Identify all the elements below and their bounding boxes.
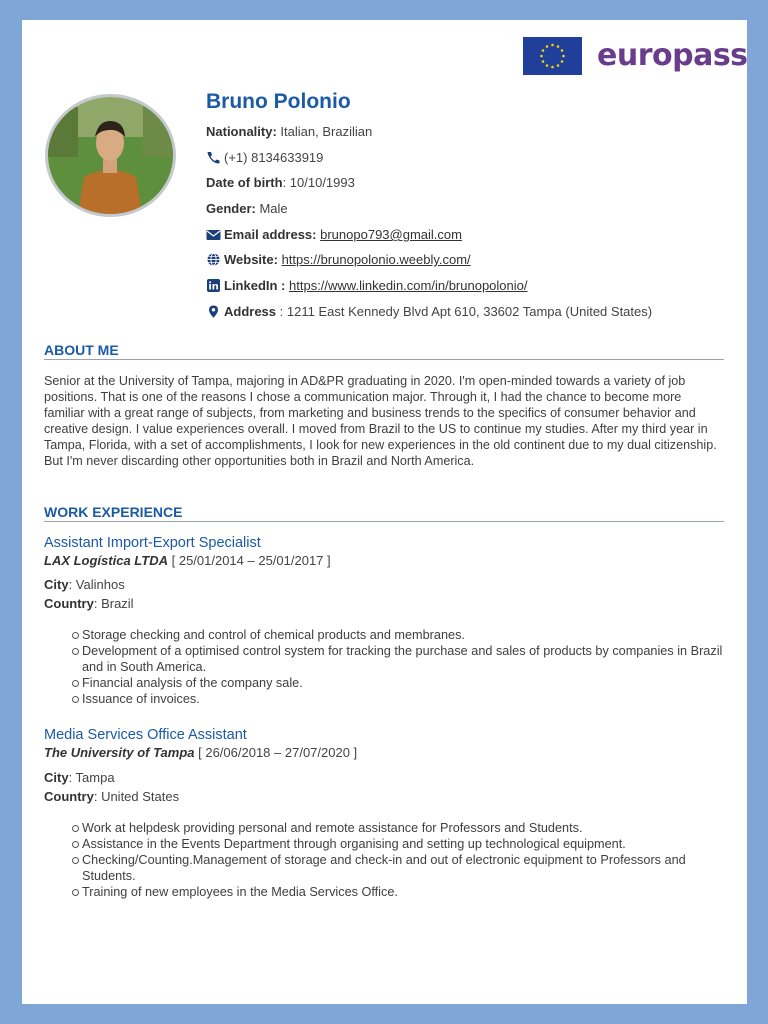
website-label: Website: [224, 252, 278, 267]
website-link[interactable]: https://brunopolonio.weebly.com/ [281, 252, 471, 267]
nationality-label: Nationality: [206, 124, 277, 139]
duty-item: Checking/Counting.Management of storage and check-in and out of electronic equipment to Professors and Students. [82, 852, 727, 884]
job-city [44, 577, 125, 592]
logo-text: europass [597, 38, 748, 73]
phone-icon [206, 151, 221, 164]
europass-logo [523, 36, 748, 76]
about-text: Senior at the University of Tampa, majoring in AD&PR graduating in 2020. I'm open-minded towards a variety of job positions. That is one of the reasons I chose a communication major. Through it, I had the chance to become more familiar with a great range of subjects, from marketing and business trends to the specifics of consumer behavior and creative design. I value experiences overall. I moved from Brazil to the US to continue my studies. After my third year in Tampa, Florida, with a set of accomplishments, I look for new experiences in the old continent due to my dual citizenship. But I'm never discarding other opportunities both in Brazil and North America. [44, 374, 717, 468]
city-value: : Tampa [68, 770, 115, 785]
job-org [44, 553, 331, 568]
duty-item: Financial analysis of the company sale. [82, 675, 727, 691]
duty-item: Development of a optimised control system for tracking the purchase and sales of products by companies in Brazil and in South America. [82, 643, 727, 675]
country-value: : Brazil [93, 596, 134, 611]
job-title: Media Services Office Assistant [44, 727, 247, 743]
nationality-value: Italian, Brazilian [280, 124, 373, 139]
duty-item: Work at helpdesk providing personal and remote assistance for Professors and Students. [82, 820, 727, 836]
envelope-icon [206, 228, 221, 241]
job-title: Assistant Import-Export Specialist [44, 535, 261, 551]
dob-value: : 10/10/1993 [282, 175, 355, 190]
job-country [44, 596, 134, 611]
job-dates: [ 26/06/2018 – 27/07/2020 ] [198, 745, 358, 760]
about-section-title: ABOUT ME [44, 342, 724, 360]
duty-item: Issuance of invoices. [82, 691, 727, 707]
country-label: Country [44, 789, 94, 804]
gender-row [206, 201, 288, 216]
eu-flag-icon [523, 37, 582, 75]
location-pin-icon [206, 305, 221, 318]
nationality-row [206, 124, 372, 139]
phone-row [206, 150, 323, 165]
email-row [206, 227, 462, 242]
dob-label: Date of birth [206, 175, 283, 190]
cv-page [22, 20, 747, 1004]
gender-value: Male [259, 201, 288, 216]
globe-icon [206, 253, 221, 266]
work-section-title: WORK EXPERIENCE [44, 504, 724, 522]
address-row [206, 304, 652, 319]
full-name: Bruno Polonio [206, 90, 351, 113]
duty-list [82, 627, 727, 707]
job-country [44, 789, 179, 804]
duty-item: Training of new employees in the Media Services Office. [82, 884, 727, 900]
linkedin-icon [206, 279, 221, 292]
email-label: Email address: [224, 227, 317, 242]
city-label: City [44, 770, 69, 785]
job-dates: [ 25/01/2014 – 25/01/2017 ] [171, 553, 331, 568]
country-value: : United States [93, 789, 180, 804]
duty-list [82, 820, 727, 900]
city-label: City [44, 577, 69, 592]
profile-photo [45, 94, 176, 217]
gender-label: Gender: [206, 201, 256, 216]
duty-item: Storage checking and control of chemical products and membranes. [82, 627, 727, 643]
phone-value: (+1) 8134633919 [224, 150, 324, 165]
job-city [44, 770, 115, 785]
address-value: : 1211 East Kennedy Blvd Apt 610, 33602 Tampa (United States) [279, 304, 653, 319]
website-row [206, 252, 471, 267]
linkedin-link[interactable]: https://www.linkedin.com/in/brunopolonio/ [289, 278, 528, 293]
duty-item: Assistance in the Events Department through organising and setting up technological equipment. [82, 836, 727, 852]
employer-name: LAX Logística LTDA [44, 553, 168, 568]
linkedin-row [206, 278, 527, 293]
country-label: Country [44, 596, 94, 611]
job-org [44, 745, 357, 760]
city-value: : Valinhos [68, 577, 125, 592]
email-link[interactable]: brunopo793@gmail.com [320, 227, 462, 242]
address-label: Address [224, 304, 277, 319]
employer-name: The University of Tampa [44, 745, 195, 760]
linkedin-label: LinkedIn : [224, 278, 286, 293]
dob-row [206, 175, 355, 190]
